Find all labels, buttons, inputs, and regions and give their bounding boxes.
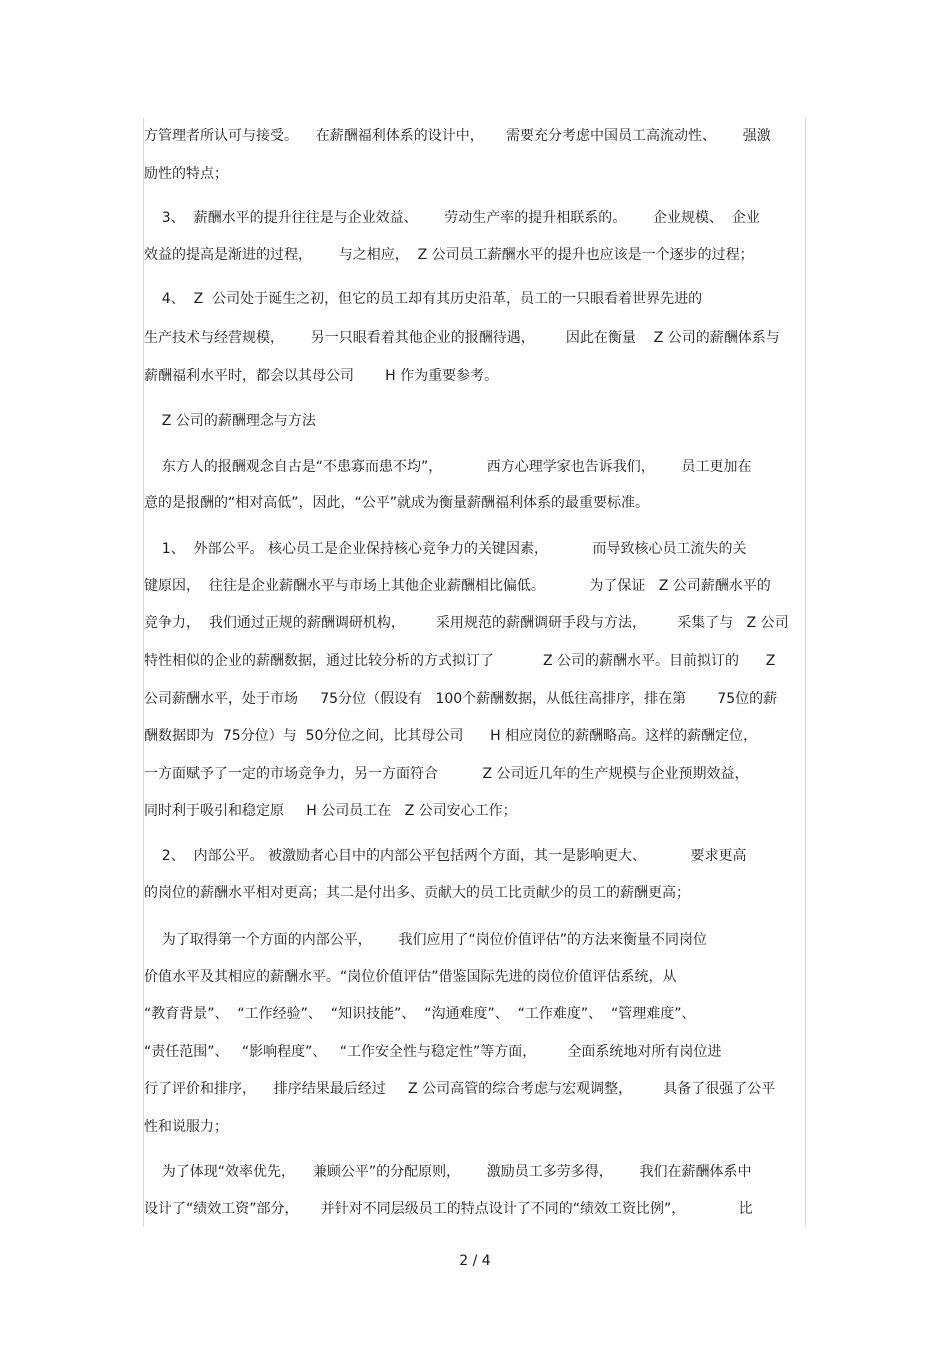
- text-line: 的岗位的薪酬水平相对更高；其二是付出多、贡献大的员工比贡献少的员工的薪酬更高；: [144, 885, 690, 901]
- text-line: 4、 Z 公司处于诞生之初，但它的员工却有其历史沿革，员工的一只眼看着世界先进的: [144, 291, 703, 307]
- text-line: 同时利于吸引和稳定原 H 公司员工在 Z 公司安心工作；: [144, 803, 517, 819]
- text-line: 酬数据即为 75分位）与 50分位之间，比其母公司 H 相应岗位的薪酬略高。这样的薪酬定位，: [144, 728, 758, 744]
- text-line: “教育背景”、 “工作经验”、 “知识技能”、 “沟通难度”、 “工作难度”、 “管理难度”、: [144, 1006, 696, 1022]
- text-line: 一方面赋予了一定的市场竞争力，另一方面符合 Z 公司近几年的生产规模与企业预期效益，: [144, 766, 749, 782]
- text-line: 价值水平及其相应的薪酬水平。“岗位价值评估”借鉴国际先进的岗位价值评估系统，从: [144, 969, 677, 985]
- text-line: 行了评价和排序， 排序结果最后经过 Z 公司高管的综合考虑与宏观调整， 具备了很强了公平: [144, 1081, 776, 1097]
- text-line: 效益的提高是渐进的过程， 与之相应， Z 公司员工薪酬水平的提升也应该是一个逐步的过程；: [144, 247, 754, 263]
- text-line: 方管理者所认可与接受。 在薪酬福利体系的设计中， 需要充分考虑中国员工高流动性、 强激: [144, 128, 771, 144]
- text-line: 意的是报酬的“相对高低”，因此，“公平”就成为衡量薪酬福利体系的最重要标准。: [144, 495, 650, 511]
- text-line: 为了取得第一个方面的内部公平， 我们应用了“岗位价值评估”的方法来衡量不同岗位: [144, 932, 708, 948]
- text-line: 东方人的报酬观念自古是“不患寡而患不均”， 西方心理学家也告诉我们， 员工更加在: [144, 459, 752, 475]
- section-heading: Z 公司的薪酬理念与方法: [144, 413, 316, 429]
- text-line: 设计了“绩效工资”部分， 并针对不同层级员工的特点设计了不同的“绩效工资比例”， 比: [144, 1201, 753, 1217]
- text-line: 3、 薪酬水平的提升往往是与企业效益、 劳动生产率的提升相联系的。 企业规模、 企业: [144, 210, 760, 226]
- text-line: 竞争力， 我们通过正规的薪酬调研机构， 采用规范的薪酬调研手段与方法， 采集了与 Z 公司: [144, 615, 789, 631]
- text-line: 特性相似的企业的薪酬数据，通过比较分析的方式拟订了 Z 公司的薪酬水平。目前拟订的 Z: [144, 653, 776, 669]
- text-line: 公司薪酬水平，处于市场 75分位（假设有 100个薪酬数据，从低往高排序，排在第 75位的薪: [144, 691, 778, 707]
- text-line: 为了体现“效率优先， 兼顾公平”的分配原则， 激励员工多劳多得， 我们在薪酬体系中: [144, 1164, 752, 1180]
- text-line: 生产技术与经营规模， 另一只眼看着其他企业的报酬待遇， 因此在衡量 Z 公司的薪酬体系与: [144, 330, 780, 346]
- text-line: 性和说服力；: [144, 1119, 228, 1135]
- text-line: 励性的特点；: [144, 166, 228, 182]
- text-line: 键原因， 往往是企业薪酬水平与市场上其他企业薪酬相比偏低。 为了保证 Z 公司薪酬水平的: [144, 578, 771, 594]
- page-number: 2 / 4: [459, 1253, 491, 1269]
- text-line: 薪酬福利水平时，都会以其母公司 H 作为重要参考。: [144, 368, 499, 384]
- text-line: “责任范围”、 “影响程度”、 “工作安全性与稳定性”等方面， 全面系统地对所有岗位进: [144, 1044, 722, 1060]
- text-line: 1、 外部公平。 核心员工是企业保持核心竞争力的关键因素， 而导致核心员工流失的关: [144, 541, 747, 557]
- text-line: 2、 内部公平。 被激励者心目中的内部公平包括两个方面，其一是影响更大、 要求更高: [144, 848, 747, 864]
